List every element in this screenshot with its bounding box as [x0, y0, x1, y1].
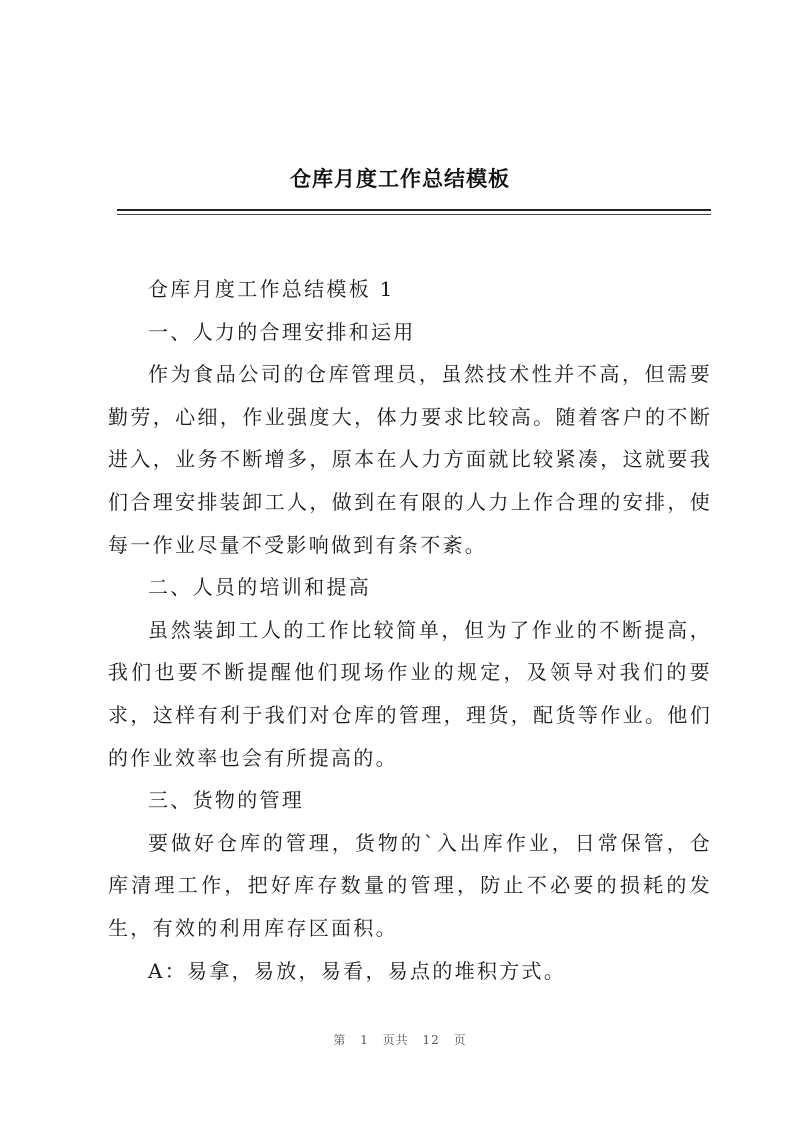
title-divider-thin — [117, 214, 711, 215]
subheading-goods: 三、货物的管理 — [148, 788, 305, 813]
paragraph-stacking: A：易拿，易放，易看，易点的堆积方式。 — [148, 958, 567, 983]
paragraph-manpower: 作为食品公司的仓库管理员，虽然技术性并不高，但需要勤劳，心细，作业强度大，体力要求比较高。随着客户的不断进入，业务不断增多，原本在人力方面就比较紧凑，这就要我们合理安排装卸工人，做到在有限的人力上作合理的安排，使每一作业尽量不受影响做到有条不紊。 — [108, 362, 712, 557]
paragraph-goods: 要做好仓库的管理，货物的`入出库作业，日常保管，仓库清理工作，把好库存数量的管理，防止不必要的损耗的发生，有效的利用库存区面积。 — [108, 830, 712, 940]
subheading-manpower: 一、人力的合理安排和运用 — [148, 319, 416, 344]
title-divider-thick — [117, 209, 711, 211]
section-heading: 仓库月度工作总结模板 1 — [148, 277, 395, 301]
subheading-training: 二、人员的培训和提高 — [148, 575, 371, 600]
paragraph-training: 虽然装卸工人的工作比较简单，但为了作业的不断提高，我们也要不断提醒他们现场作业的规定，及领导对我们的要求，这样有利于我们对仓库的管理，理货，配货等作业。他们的作业效率也会有所提高的。 — [108, 617, 712, 770]
document-body — [108, 268, 712, 992]
document-title: 仓库月度工作总结模板 — [290, 167, 510, 191]
page-footer: 第 1 页共 12 页 — [333, 1033, 467, 1047]
